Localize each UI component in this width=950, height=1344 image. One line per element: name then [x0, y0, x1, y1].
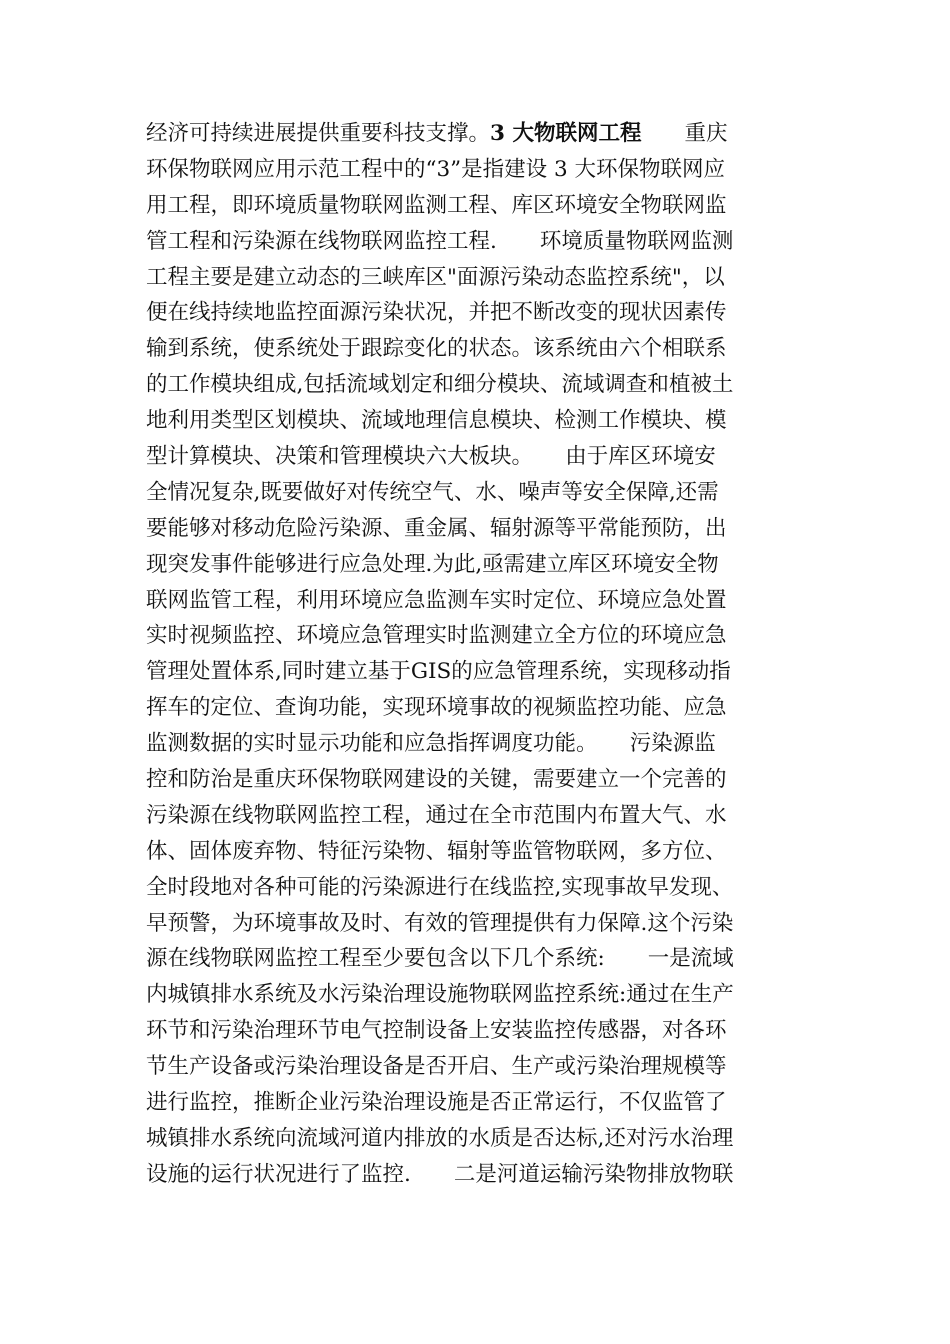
text-span: 重庆: [641, 121, 728, 146]
text-line: 污染源在线物联网监控工程，通过在全市范围内布置大气、水: [146, 802, 727, 828]
text-line: 进行监控，推断企业污染治理设施是否正常运行，不仅监管了: [146, 1090, 727, 1116]
text-line: 城镇排水系统向流域河道内排放的水质是否达标,还对污水治理: [146, 1125, 734, 1151]
text-line: 挥车的定位、查询功能，实现环境事故的视频监控功能、应急: [146, 695, 727, 721]
text-line: 监测数据的实时显示功能和应急指挥调度功能。 污染源监: [146, 731, 716, 757]
text-line: 联网监管工程，利用环境应急监测车实时定位、环境应急处置: [146, 587, 727, 613]
text-line: 要能够对移动危险污染源、重金属、辐射源等平常能预防，出: [146, 515, 727, 541]
text-line: 环节和污染治理环节电气控制设备上安装监控传感器，对各环: [146, 1018, 727, 1044]
text-line: 地利用类型区划模块、流域地理信息模块、检测工作模块、模: [146, 408, 727, 434]
text-line: 全情况复杂,既要做好对传统空气、水、噪声等安全保障,还需: [146, 479, 719, 505]
text-line: 节生产设备或污染治理设备是否开启、生产或污染治理规模等: [146, 1054, 727, 1080]
text-line: 管工程和污染源在线物联网监控工程. 环境质量物联网监测: [146, 228, 734, 254]
text-line: 工程主要是建立动态的三峡库区"面源污染动态监控系统"，以: [146, 264, 725, 290]
text-line: 实时视频监控、环境应急管理实时监测建立全方位的环境应急: [146, 623, 727, 649]
text-line: 管理处置体系,同时建立基于GIS的应急管理系统，实现移动指: [146, 659, 731, 685]
text-line: 的工作模块组成,包括流域划定和细分模块、流域调查和植被土: [146, 372, 734, 398]
text-span: 经济可持续进展提供重要科技支撑。: [146, 121, 491, 146]
text-line: 输到系统，使系统处于跟踪变化的状态。该系统由六个相联系: [146, 336, 727, 362]
text-line: 用工程，即环境质量物联网监测工程、库区环境安全物联网监: [146, 192, 727, 218]
section-heading: 3 大物联网工程: [490, 121, 642, 146]
text-line: 体、固体废弃物、特征污染物、辐射等监管物联网，多方位、: [146, 838, 727, 864]
text-line: 内城镇排水系统及水污染治理设施物联网监控系统:通过在生产: [146, 982, 734, 1008]
text-line: 设施的运行状况进行了监控. 二是河道运输污染物排放物联: [146, 1161, 734, 1187]
text-line: 全时段地对各种可能的污染源进行在线监控,实现事故早发现、: [146, 874, 734, 900]
text-line: 控和防治是重庆环保物联网建设的关键，需要建立一个完善的: [146, 767, 727, 793]
text-line: 早预警，为环境事故及时、有效的管理提供有力保障.这个污染: [146, 910, 734, 936]
text-line: 源在线物联网监控工程至少要包含以下几个系统: 一是流域: [146, 946, 734, 972]
text-line: 环保物联网应用示范工程中的“3”是指建设 3 大环保物联网应: [146, 156, 726, 182]
text-line: 便在线持续地监控面源污染状况，并把不断改变的现状因素传: [146, 300, 727, 326]
text-line: 型计算模块、决策和管理模块六大板块。 由于库区环境安: [146, 444, 716, 470]
text-line: [146, 116, 806, 152]
text-line: 现突发事件能够进行应急处理.为此,亟需建立库区环境安全物: [146, 551, 719, 577]
document-body: [146, 116, 806, 1193]
